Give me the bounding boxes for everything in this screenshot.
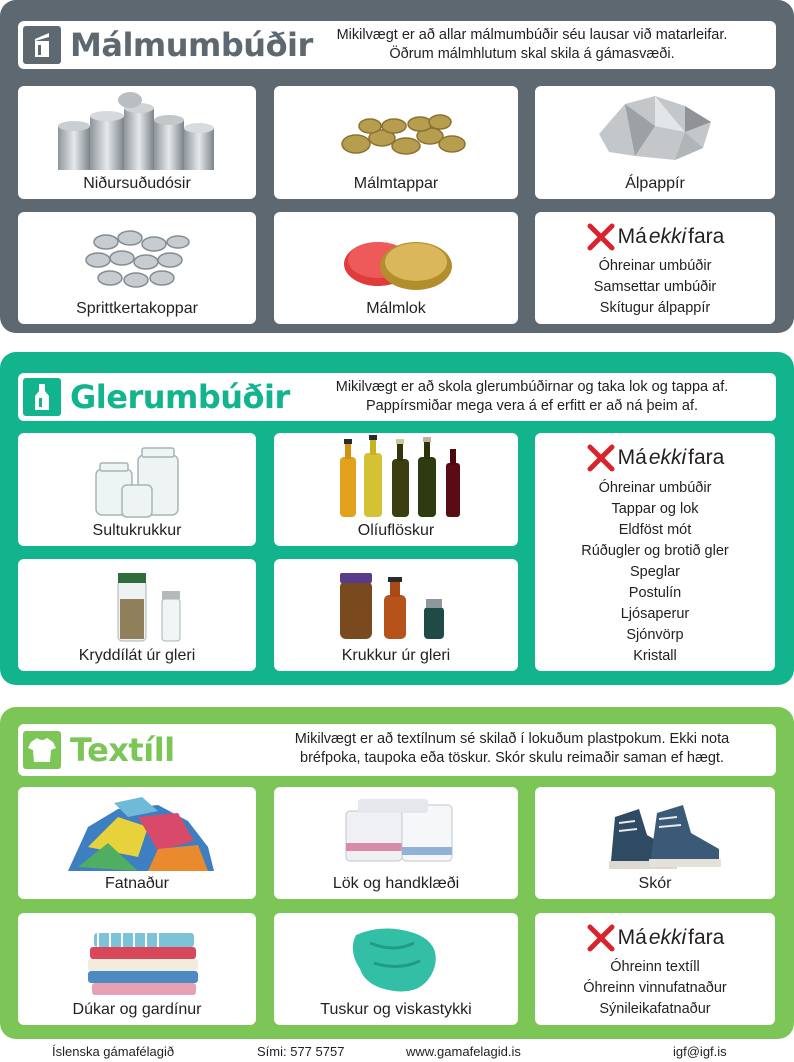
list-item: Ljósaperur: [620, 606, 690, 622]
textile-title: Textíll: [70, 731, 175, 769]
list-item: Tappar og lok: [611, 501, 699, 517]
list-item: Óhreinar umbúðir: [598, 258, 712, 274]
metal-lids-image: [274, 212, 518, 302]
card-rags-dishtowels: [274, 913, 518, 1025]
list-item: Óhreinn textíll: [610, 959, 700, 975]
textile-not-allowed-list: [535, 957, 775, 1020]
footer: [0, 1043, 794, 1062]
card-sheets-towels: [274, 787, 518, 899]
red-x-icon: [586, 443, 616, 473]
spice-jars-image: [18, 559, 256, 649]
card-metal-lids: [274, 212, 518, 324]
card-tablecloths-curtains: [18, 913, 256, 1025]
textile-not-allowed: [535, 913, 775, 1025]
red-x-icon: [586, 222, 616, 252]
list-item: Kristall: [633, 648, 677, 664]
bottle-icon: [23, 378, 61, 416]
card-clothing: [18, 787, 256, 899]
foil-image: [535, 86, 775, 176]
jam-jars-label: Sultukrukkur: [92, 522, 182, 539]
textile-not-allowed-heading: Má ekki fara: [535, 923, 775, 953]
glass-title: Glerumbúðir: [70, 378, 290, 416]
card-metal-caps: [274, 86, 518, 199]
textile-section: [0, 707, 794, 1039]
cans-image: [18, 86, 256, 176]
metal-not-allowed-heading: Má ekki fara: [535, 222, 775, 252]
list-item: Skítugur álpappír: [599, 300, 711, 316]
glass-jars-label: Krukkur úr gleri: [341, 647, 451, 664]
metal-description: Mikilvægt er að allar málmumbúðir séu lausar við matarleifar. Öðrum málmhlutum skal skila á gámasvæði.: [336, 27, 728, 62]
tealight-cups-label: Sprittkertakoppar: [76, 300, 198, 317]
list-item: Eldföst mót: [618, 522, 692, 538]
textile-description: Mikilvægt er að textílnum sé skilað í lokuðum plastpokum. Ekki nota bréfpoka, taupoka eða töskur. Skór skulu reimaðir saman ef hægt.: [294, 731, 730, 766]
metal-title: Málmumbúðir: [70, 26, 313, 64]
rags-dishtowels-image: [274, 913, 518, 1003]
cans-label: Niðursuðudósir: [83, 175, 191, 192]
rags-dishtowels-label: Tuskur og viskastykki: [320, 1001, 472, 1018]
phone-number: Sími: 577 5757: [257, 1044, 345, 1059]
list-item: Sýnileikafatnaður: [599, 1001, 711, 1017]
can-icon: [23, 26, 61, 64]
glass-not-allowed-heading: Má ekki fara: [535, 443, 775, 473]
glass-section: [0, 352, 794, 685]
card-oil-bottles: [274, 433, 518, 546]
metal-not-allowed-list: [535, 256, 775, 319]
card-tealight-cups: [18, 212, 256, 324]
textile-header: [18, 724, 776, 776]
list-item: Óhreinar umbúðir: [598, 480, 712, 496]
glass-description: Mikilvægt er að skola glerumbúðirnar og taka lok og tappa af. Pappírsmiðar mega vera á ef erfitt er að ná þeim af.: [335, 379, 729, 414]
metal-not-allowed: [535, 212, 775, 324]
metal-caps-label: Málmtappar: [353, 175, 439, 192]
list-item: Óhreinn vinnufatnaður: [583, 980, 727, 996]
tealight-cups-image: [18, 212, 256, 302]
card-glass-jars: [274, 559, 518, 671]
clothing-label: Fatnaður: [104, 875, 170, 892]
shoes-label: Skór: [638, 875, 672, 892]
metal-header: [18, 21, 776, 69]
company-name: Íslenska gámafélagið: [52, 1044, 175, 1059]
metal-caps-image: [274, 86, 518, 176]
glass-jars-image: [274, 559, 518, 649]
clothing-image: [18, 787, 256, 877]
sheets-towels-image: [274, 787, 518, 877]
sheets-towels-label: Lök og handklæði: [332, 875, 460, 892]
glass-not-allowed: [535, 433, 775, 671]
jam-jars-image: [18, 433, 256, 525]
list-item: Speglar: [630, 564, 680, 580]
shoes-image: [535, 787, 775, 877]
card-jam-jars: [18, 433, 256, 546]
list-item: Sjónvörp: [626, 627, 684, 643]
red-x-icon: [586, 923, 616, 953]
oil-bottles-image: [274, 433, 518, 525]
glass-not-allowed-list: [535, 478, 775, 667]
card-foil: [535, 86, 775, 199]
list-item: Postulín: [628, 585, 682, 601]
email-link[interactable]: igf@igf.is: [673, 1044, 727, 1059]
glass-header: [18, 373, 776, 421]
oil-bottles-label: Olíuflöskur: [357, 522, 435, 539]
list-item: Samsettar umbúðir: [593, 279, 717, 295]
card-cans: [18, 86, 256, 199]
card-spice-jars: [18, 559, 256, 671]
tablecloths-curtains-image: [18, 913, 256, 1003]
spice-jars-label: Kryddílát úr gleri: [78, 647, 196, 664]
card-shoes: [535, 787, 775, 899]
website-link[interactable]: www.gamafelagid.is: [406, 1044, 521, 1059]
shirt-icon: [23, 731, 61, 769]
list-item: Rúðugler og brotið gler: [581, 543, 729, 559]
tablecloths-curtains-label: Dúkar og gardínur: [72, 1001, 202, 1018]
foil-label: Álpappír: [625, 175, 685, 192]
metal-section: [0, 0, 794, 333]
metal-lids-label: Málmlok: [366, 300, 426, 317]
